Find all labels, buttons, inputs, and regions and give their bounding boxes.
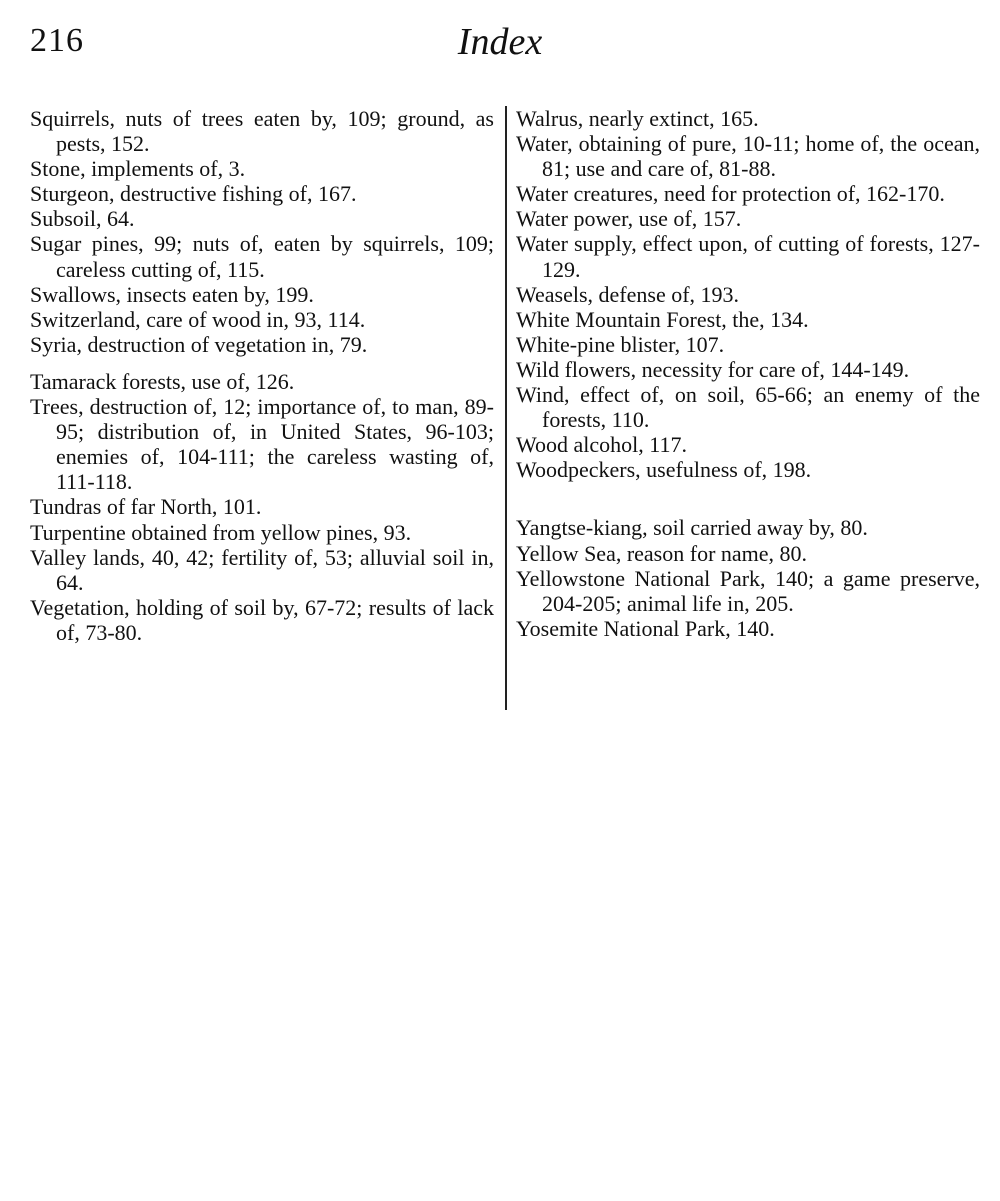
index-entry-white-pine-blister: White-pine blister, 107. xyxy=(516,331,725,357)
index-entry-turpentine: Turpentine obtained from yellow pines, 93. xyxy=(30,519,412,545)
index-column-right xyxy=(516,106,980,641)
index-entry-stone: Stone, implements of, 3. xyxy=(30,156,246,182)
index-entry-wild-flowers: Wild flowers, necessity for care of, 144-149. xyxy=(516,356,910,382)
index-entry-tundras: Tundras of far North, 101. xyxy=(30,494,262,520)
index-entry-sugar-pines: Sugar pines, 99; nuts of, eaten by squirrels, 109; careless cutting of, 115. xyxy=(30,231,494,282)
index-entry-yellowstone: Yellowstone National Park, 140; a game preserve, 204-205; animal life in, 205. xyxy=(516,565,980,616)
column-divider xyxy=(505,106,507,710)
index-entry-yangtse-kiang: Yangtse-kiang, soil carried away by, 80. xyxy=(516,515,868,541)
index-entry-sturgeon: Sturgeon, destructive fishing of, 167. xyxy=(30,181,357,207)
page-title: Index xyxy=(457,21,543,63)
index-entry-squirrels: Squirrels, nuts of trees eaten by, 109; ground, as pests, 152. xyxy=(30,106,494,157)
index-entry-subsoil: Subsoil, 64. xyxy=(30,206,135,232)
index-entry-white-mountain-forest: White Mountain Forest, the, 134. xyxy=(516,306,809,332)
index-entry-valley-lands: Valley lands, 40, 42; fertility of, 53; alluvial soil in, 64. xyxy=(30,544,494,595)
index-entry-yosemite: Yosemite National Park, 140. xyxy=(516,615,775,641)
index-entry-water-supply: Water supply, effect upon, of cutting of forests, 127-129. xyxy=(516,231,980,282)
index-entry-weasels: Weasels, defense of, 193. xyxy=(516,281,740,307)
index-entry-water-creatures: Water creatures, need for protection of, 162-170. xyxy=(516,181,945,207)
index-entry-trees: Trees, destruction of, 12; importance of, to man, 89-95; distribution of, in United States, 96-103; enemies of, 104-111; the careless wasting of, 111-118. xyxy=(30,394,494,495)
index-entry-water-power: Water power, use of, 157. xyxy=(516,206,742,232)
index-column-left xyxy=(30,106,494,645)
index-entry-switzerland: Switzerland, care of wood in, 93, 114. xyxy=(30,306,366,332)
index-entry-vegetation: Vegetation, holding of soil by, 67-72; results of lack of, 73-80. xyxy=(30,594,494,645)
index-entry-woodpeckers: Woodpeckers, usefulness of, 198. xyxy=(516,457,812,483)
index-entry-wood-alcohol: Wood alcohol, 117. xyxy=(516,432,687,458)
index-entry-tamarack: Tamarack forests, use of, 126. xyxy=(30,368,295,394)
index-entry-swallows: Swallows, insects eaten by, 199. xyxy=(30,281,314,307)
index-entry-walrus: Walrus, nearly extinct, 165. xyxy=(516,106,759,131)
index-entry-yellow-sea: Yellow Sea, reason for name, 80. xyxy=(516,540,808,566)
page-number: 216 xyxy=(30,22,84,59)
index-entry-water: Water, obtaining of pure, 10-11; home of, the ocean, 81; use and care of, 81-88. xyxy=(516,131,980,182)
index-entry-wind: Wind, effect of, on soil, 65-66; an enemy of the forests, 110. xyxy=(516,382,980,433)
index-entry-syria: Syria, destruction of vegetation in, 79. xyxy=(30,331,368,357)
